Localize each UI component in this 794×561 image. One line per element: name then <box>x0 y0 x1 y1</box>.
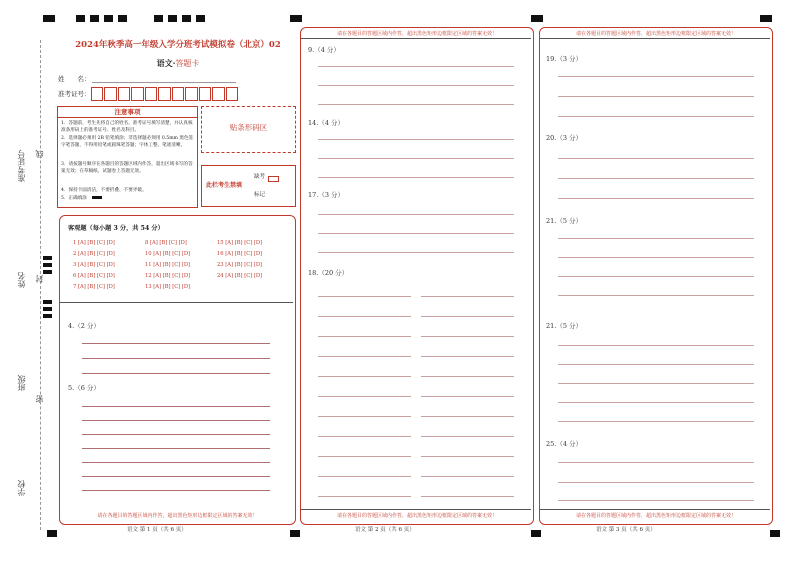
answer-line[interactable] <box>421 316 514 317</box>
mc-row[interactable]: 10 [A] [B] [C] [D] <box>145 251 191 257</box>
page-footer-1: 语文 第 1 页（共 6 页） <box>127 527 187 533</box>
question-9-label: 9.（4 分） <box>308 46 340 54</box>
answer-line[interactable] <box>318 104 514 105</box>
notice-item-4: 4．保持卡面清洁，不要折叠、不要弄破。 <box>61 188 147 193</box>
timing-mark <box>43 270 52 274</box>
answer-line[interactable] <box>558 402 754 403</box>
absent-mark-label-2: 标记 <box>254 192 266 198</box>
mc-row[interactable]: 11 [A] [B] [C] [D] <box>145 262 191 268</box>
registration-mark <box>760 15 772 22</box>
registration-mark <box>118 15 127 22</box>
objective-title: 客观题（每小题 3 分，共 54 分） <box>68 225 164 232</box>
answer-line[interactable] <box>82 373 270 374</box>
answer-line[interactable] <box>318 356 411 357</box>
mc-row[interactable]: 1 [A] [B] [C] [D] <box>73 240 115 246</box>
notice-title: 注意事项 <box>58 107 197 118</box>
binding-dashed-line <box>40 40 41 530</box>
answer-line[interactable] <box>558 76 754 77</box>
question-14-label: 14.（4 分） <box>308 119 345 127</box>
timing-mark <box>43 256 52 260</box>
binding-seal-seal: 封 <box>35 275 44 283</box>
notice-item-5 <box>61 196 194 203</box>
registration-mark <box>196 15 205 22</box>
registration-mark <box>104 15 113 22</box>
mc-row[interactable]: 7 [A] [B] [C] [D] <box>73 284 115 290</box>
answer-line[interactable] <box>318 316 411 317</box>
registration-mark <box>90 15 99 22</box>
subject-suffix: 答题卡 <box>175 59 200 68</box>
mc-row[interactable]: 24 [A] [B] [C] [D] <box>217 273 263 279</box>
page-footer-3: 语文 第 3 页（共 6 页） <box>596 527 656 533</box>
answer-line[interactable] <box>318 66 514 67</box>
answer-line[interactable] <box>558 276 754 277</box>
timing-mark <box>43 307 52 311</box>
registration-mark <box>290 530 300 537</box>
binding-field-school: 学校 <box>17 480 26 496</box>
answer-line[interactable] <box>558 364 754 365</box>
answer-line[interactable] <box>421 436 514 437</box>
notice-box <box>57 106 198 208</box>
registration-mark <box>770 530 780 537</box>
answer-line[interactable] <box>318 436 411 437</box>
registration-mark <box>531 15 543 22</box>
question-21-label: 21.（5 分） <box>546 217 583 225</box>
exam-no-label: 准考证号： <box>58 90 91 98</box>
mc-row[interactable]: 3 [A] [B] [C] [D] <box>73 262 115 268</box>
page3-top-divider <box>540 38 770 39</box>
subject-name: 语文 <box>156 58 173 68</box>
answer-line[interactable] <box>421 356 514 357</box>
mc-row[interactable]: 12 [A] [B] [C] [D] <box>145 273 191 279</box>
registration-mark <box>531 530 541 537</box>
exam-no-boxes[interactable] <box>91 87 239 99</box>
barcode-area <box>201 106 296 153</box>
subject-title: 语文·答题卡 <box>156 58 200 68</box>
answer-line[interactable] <box>82 420 270 421</box>
answer-line[interactable] <box>558 500 754 501</box>
absent-mark-label-1: 缺考 <box>254 174 266 180</box>
answer-line[interactable] <box>318 476 411 477</box>
answer-line[interactable] <box>82 434 270 435</box>
answer-line[interactable] <box>421 296 514 297</box>
registration-mark <box>43 15 55 22</box>
timing-mark <box>43 300 52 304</box>
question-21b-label: 21.（5 分） <box>546 322 583 330</box>
answer-line[interactable] <box>318 456 411 457</box>
timing-mark <box>43 263 52 267</box>
binding-seal-line: 线 <box>35 150 44 158</box>
mc-row[interactable]: 23 [A] [B] [C] [D] <box>217 262 263 268</box>
answer-line[interactable] <box>318 396 411 397</box>
notice-item-3: 3．请按题号顺序在各题目的答题区域内作答，超出区域书写的答案无效；在草稿纸、试题卷上答题无效。 <box>61 162 193 174</box>
registration-mark <box>154 15 163 22</box>
answer-line[interactable] <box>318 336 411 337</box>
notice-item-1: 1．答题前，考生先将自己的姓名、准考证号填写清楚，并认真核准条形码上的准考证号、姓名及科目。 <box>61 121 193 133</box>
registration-mark <box>290 15 302 22</box>
answer-line[interactable] <box>82 448 270 449</box>
boundary-warning-page3-top: 请在各题目的答题区域内作答，超出黑色矩形边框限定区域的答案无效！ <box>575 31 736 37</box>
answer-line[interactable] <box>558 345 754 346</box>
answer-line[interactable] <box>421 376 514 377</box>
answer-line[interactable] <box>82 462 270 463</box>
answer-line[interactable] <box>558 482 754 483</box>
answer-line[interactable] <box>318 496 411 497</box>
binding-field-name: 姓名 <box>17 272 26 288</box>
answer-line[interactable] <box>558 383 754 384</box>
boundary-warning-page3-bottom: 请在各题目的答题区域内作答，超出黑色矩形边框限定区域的答案无效！ <box>575 513 736 519</box>
answer-line[interactable] <box>558 238 754 239</box>
timing-mark <box>43 314 52 318</box>
question-4-label: 4.（2 分） <box>68 322 100 330</box>
question-18-label: 18.（20 分） <box>308 269 349 277</box>
answer-line[interactable] <box>82 476 270 477</box>
mc-row[interactable]: 2 [A] [B] [C] [D] <box>73 251 115 257</box>
answer-line[interactable] <box>558 257 754 258</box>
answer-line[interactable] <box>421 476 514 477</box>
question-25-label: 25.（4 分） <box>546 440 583 448</box>
notice-item-2: 2．选择题必须用 2B 铅笔填涂；非选择题必须用 0.5mm 黑色签字笔答题，不得用铅笔或圆珠笔答题；字体工整、笔迹清晰。 <box>61 136 194 148</box>
answer-line[interactable] <box>318 214 514 215</box>
answer-line[interactable] <box>558 198 754 199</box>
boundary-warning-page2-bottom: 请在各题目的答题区域内作答，超出黑色矩形边框限定区域的答案无效！ <box>336 513 497 519</box>
answer-line[interactable] <box>318 139 514 140</box>
answer-line[interactable] <box>82 358 270 359</box>
answer-line[interactable] <box>318 376 411 377</box>
answer-line[interactable] <box>82 406 270 407</box>
question-17-label: 17.（3 分） <box>308 191 345 199</box>
answer-line[interactable] <box>558 178 754 179</box>
mc-row[interactable]: 15 [A] [B] [C] [D] <box>217 240 263 246</box>
page3-bottom-divider <box>540 509 770 510</box>
answer-line[interactable] <box>558 295 754 296</box>
objective-divider <box>60 302 293 303</box>
question-19-label: 19.（3 分） <box>546 55 583 63</box>
filled-sample-icon <box>92 196 102 199</box>
name-field[interactable] <box>92 82 236 83</box>
answer-line[interactable] <box>318 252 514 253</box>
registration-mark <box>182 15 191 22</box>
answer-line[interactable] <box>318 296 411 297</box>
page-footer-2: 语文 第 2 页（共 6 页） <box>355 527 415 533</box>
answer-line[interactable] <box>82 490 270 491</box>
mc-row[interactable]: 13 [A] [B] [C] [D] <box>145 284 191 290</box>
answer-line[interactable] <box>558 158 754 159</box>
answer-line[interactable] <box>318 177 514 178</box>
binding-field-class: 班级 <box>17 375 26 391</box>
binding-seal-secret: 密 <box>35 395 44 403</box>
answer-line[interactable] <box>558 96 754 97</box>
answer-line[interactable] <box>421 496 514 497</box>
page2-top-divider <box>301 38 531 39</box>
question-5-label: 5.（6 分） <box>68 384 100 392</box>
boundary-warning-page2-top: 请在各题目的答题区域内作答，超出黑色矩形边框限定区域的答案无效！ <box>336 31 497 37</box>
registration-mark <box>47 530 57 537</box>
absent-checkbox[interactable] <box>268 176 279 182</box>
answer-line[interactable] <box>318 416 411 417</box>
mc-row[interactable]: 16 [A] [B] [C] [D] <box>217 251 263 257</box>
answer-line[interactable] <box>421 416 514 417</box>
barcode-label: 贴条形码区 <box>229 123 268 132</box>
question-20-label: 20.（3 分） <box>546 134 583 142</box>
answer-line[interactable] <box>558 421 754 422</box>
answer-line[interactable] <box>558 462 754 463</box>
notice-item-5-label: 5．正确填涂 <box>61 196 87 201</box>
name-label: 姓 名： <box>58 75 91 83</box>
boundary-warning-page1: 请在各题目的答题区域内作答，超出黑色矩形边框限定区域的答案无效！ <box>97 513 258 519</box>
registration-mark <box>76 15 85 22</box>
answer-line[interactable] <box>318 158 514 159</box>
answer-line[interactable] <box>421 336 514 337</box>
binding-field-exam-no: 准考证号 <box>17 150 26 182</box>
absent-box <box>201 165 296 207</box>
sheet-title: 2024年秋季高一年级入学分班考试模拟卷（北京）02 <box>75 40 281 50</box>
answer-line[interactable] <box>318 85 514 86</box>
answer-line[interactable] <box>318 233 514 234</box>
mc-row[interactable]: 6 [A] [B] [C] [D] <box>73 273 115 279</box>
answer-line[interactable] <box>558 116 754 117</box>
registration-mark <box>168 15 177 22</box>
absent-label: 此栏考生禁填 <box>206 182 243 189</box>
page2-bottom-divider <box>301 509 531 510</box>
answer-line[interactable] <box>421 396 514 397</box>
answer-line[interactable] <box>82 343 270 344</box>
mc-row[interactable]: 8 [A] [B] [C] [D] <box>145 240 187 246</box>
answer-line[interactable] <box>421 456 514 457</box>
